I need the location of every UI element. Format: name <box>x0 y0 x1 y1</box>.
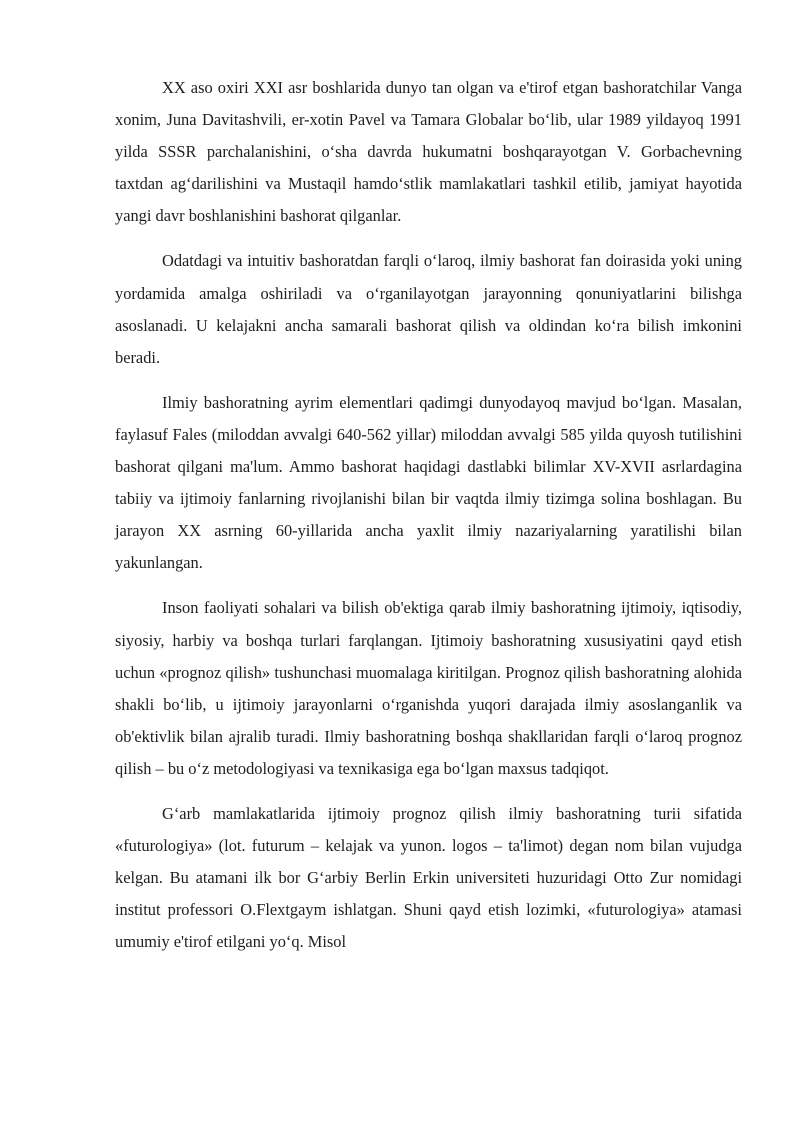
paragraph-5: G‘arb mamlakatlarida ijtimoiy prognoz qilish ilmiy bashoratning turii sifatida «futurologiya» (lot. futurum – kelajak va yunon. logos – ta'limot) degan nom bilan vujudga kelgan. Bu atamani ilk bor G‘arbiy Berlin Erkin universiteti huzuridagi Otto Zur nomidagi institut professori O.Flextgaym ishlatgan. Shuni qayd etish lozimki, «futurologiya» atamasi umumiy e'tirof etilgani yo‘q. Misol <box>115 803 742 952</box>
document-body <box>115 72 742 971</box>
paragraph-3: Ilmiy bashoratning ayrim elementlari qadimgi dunyodayoq mavjud bo‘lgan. Masalan, faylasuf Fales (miloddan avvalgi 640-562 yillar) miloddan avvalgi 585 yilda quyosh tutilishini bashorat qilgani ma'lum. Ammo bashorat haqidagi dastlabki bilimlar XV-XVII asrlardagina tabiiy va ijtimoiy fanlarning rivojlanishi bilan bir vaqtda ilmiy tizimga solina boshlagan. Bu jarayon XX asrning 60-yillarida ancha yaxlit ilmiy nazariyalarning yaratilishi bilan yakunlangan. <box>115 392 742 573</box>
paragraph-4: Inson faoliyati sohalari va bilish ob'ektiga qarab ilmiy bashoratning ijtimoiy, iqtisodiy, siyosiy, harbiy va boshqa turlari farqlangan. Ijtimoiy bashoratning xususiyatini qayd etish uchun «prognoz qilish» tushunchasi muomalaga kiritilgan. Prognoz qilish bashoratning alohida shakli bo‘lib, u ijtimoiy jarayonlarni o‘rganishda yuqori darajada ilmiy asoslanganlik va ob'ektivlik bilan ajralib turadi. Ilmiy bashoratning boshqa shakllaridan farqli o‘laroq prognoz qilish – bu o‘z metodologiyasi va texnikasiga ega bo‘lgan maxsus tadqiqot. <box>115 598 742 778</box>
paragraph-1: XX aso oxiri XXI asr boshlarida dunyo tan olgan va e'tirof etgan bashoratchilar Vanga xonim, Juna Davitashvili, er-xotin Pavel va Tamara Globalar bo‘lib, ular 1989 yildayoq 1991 yilda SSSR parchalanishini, o‘sha davrda hukumatni boshqarayotgan V. Gorbachevning taxtdan ag‘darilishini va Mustaqil hamdo‘stlik mamlakatlari tashkil etilib, jamiyat hayotida yangi davr boshlanishini bashorat qilganlar. <box>115 78 742 226</box>
paragraph-2: Odatdagi va intuitiv bashoratdan farqli o‘laroq, ilmiy bashorat fan doirasida yoki uning yordamida amalga oshiriladi va o‘rganilayotgan jarayonning qonuniyatlarini bilishga asoslanadi. U kelajakni ancha samarali bashorat qilish va oldindan ko‘ra bilish imkonini beradi. <box>115 251 742 367</box>
